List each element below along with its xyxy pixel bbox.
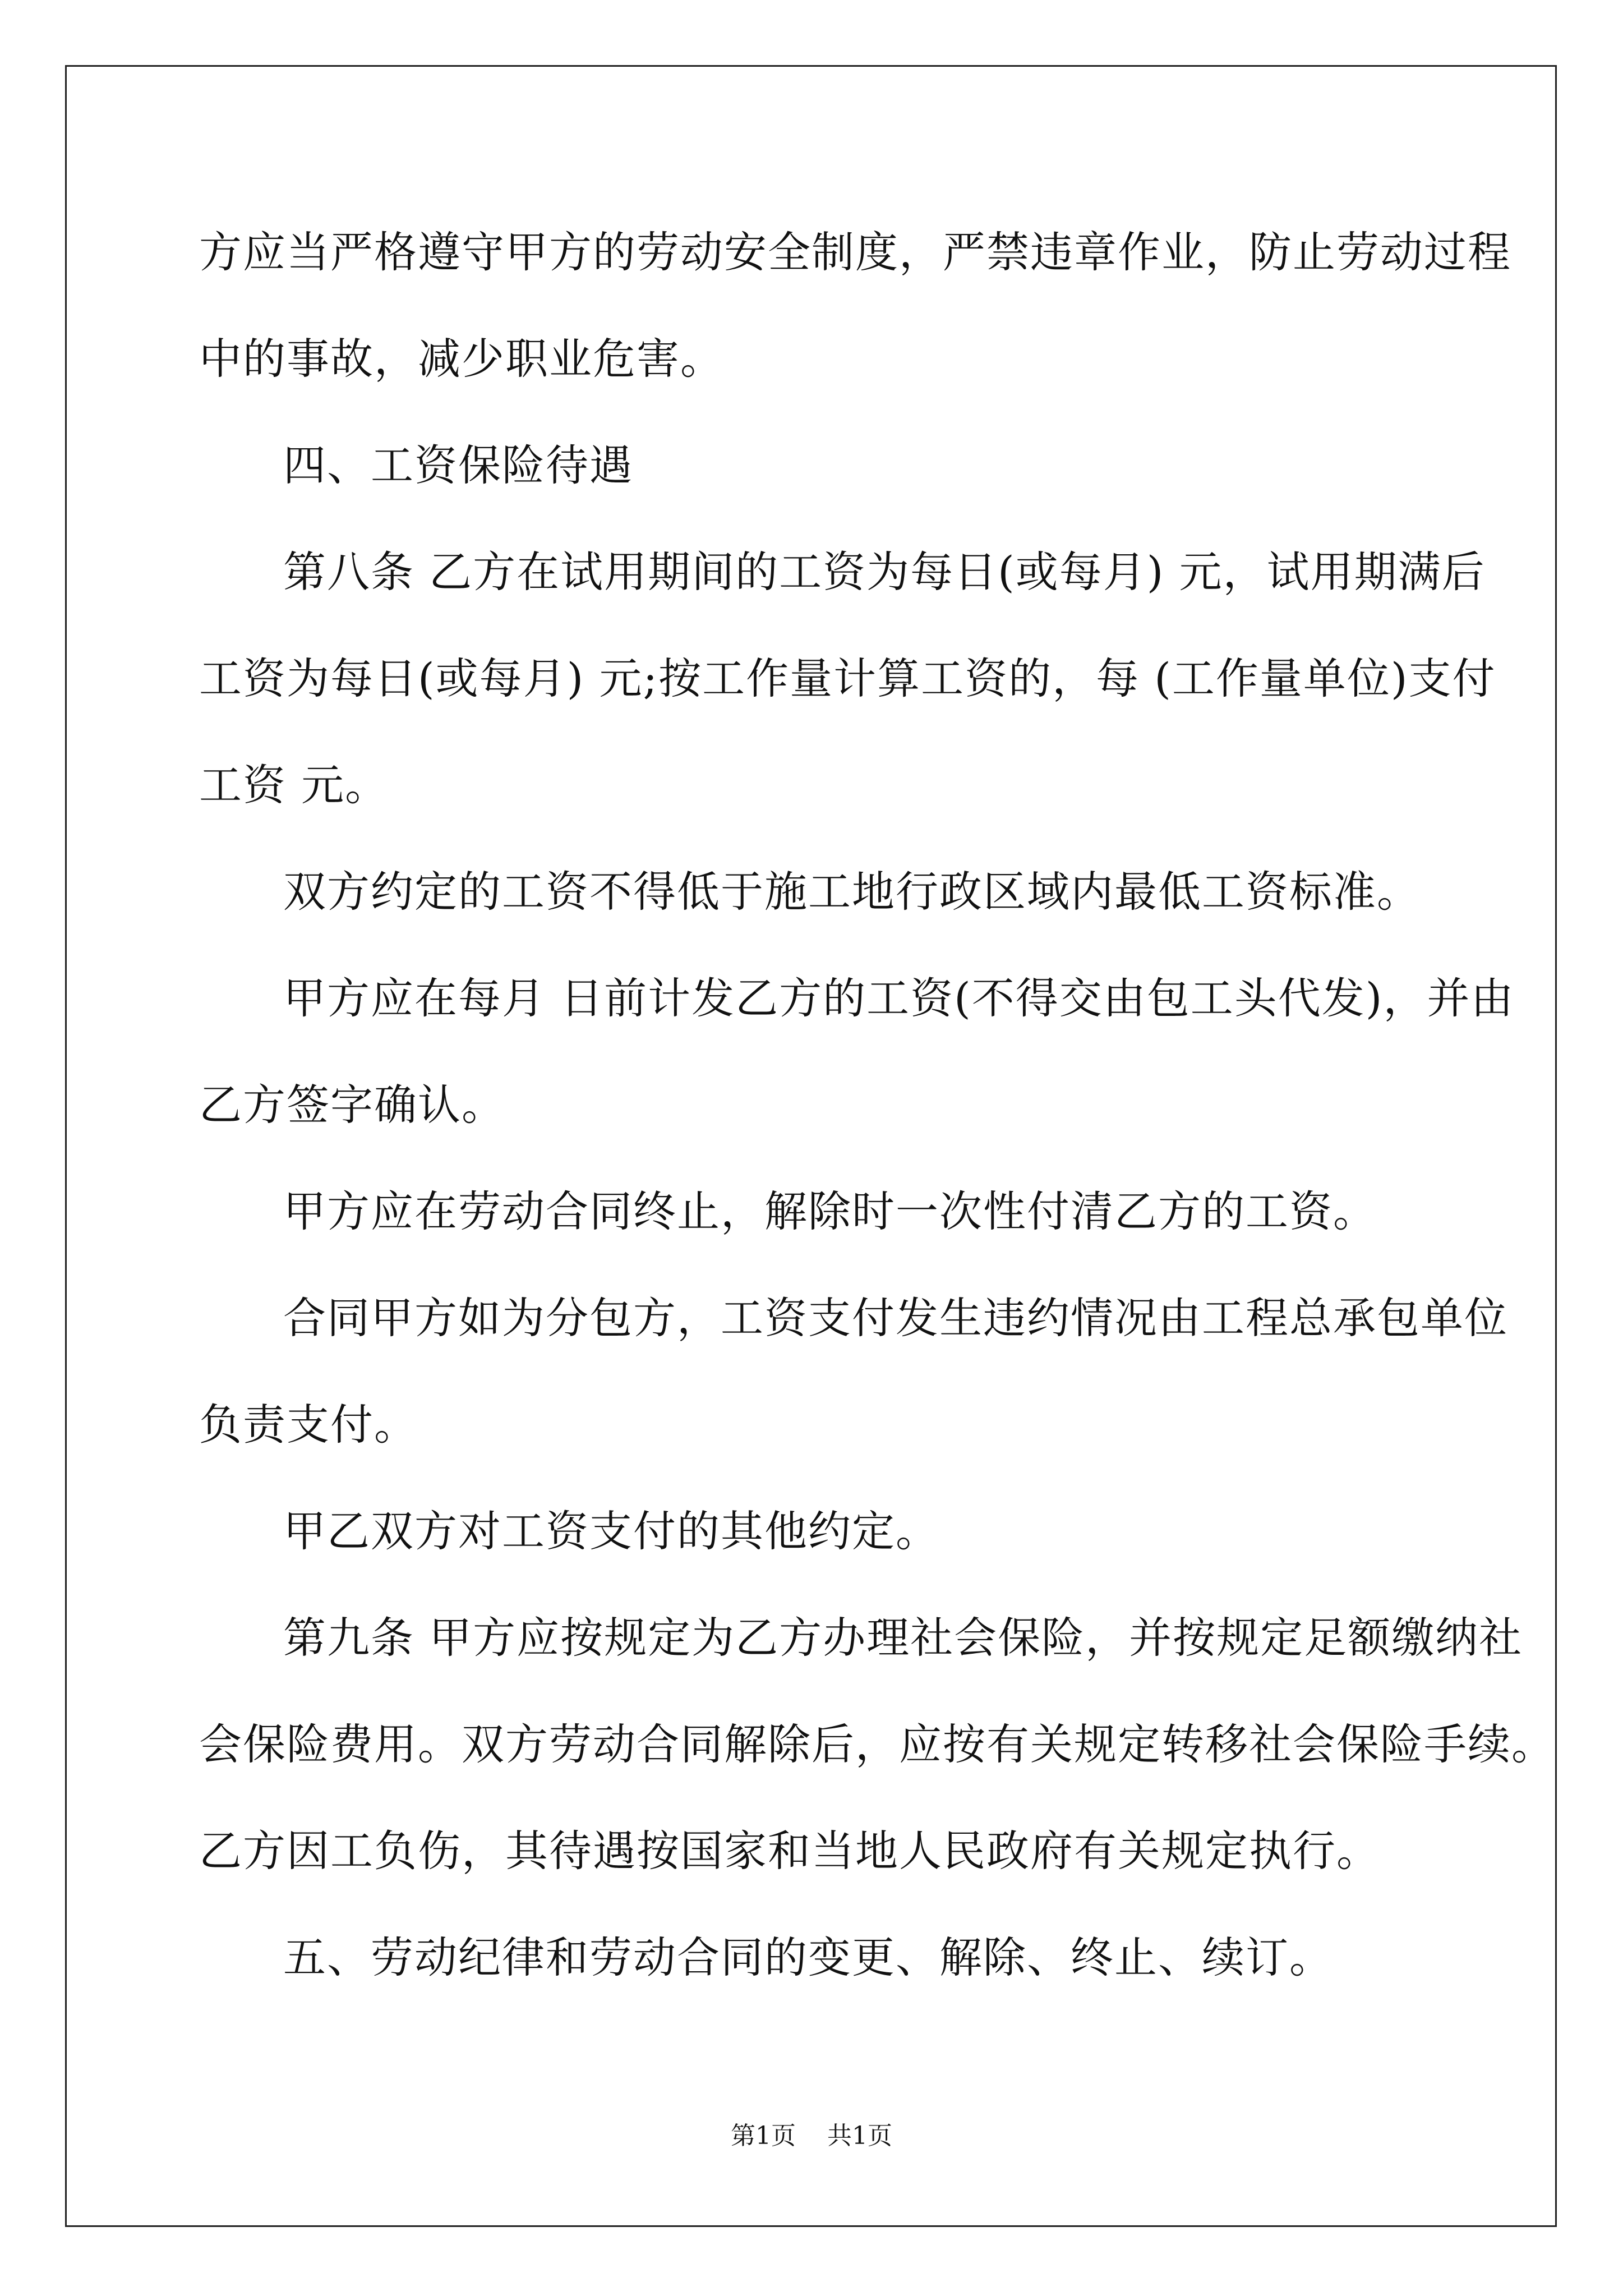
text-line: 负责支付。 — [199, 1400, 418, 1450]
page-frame — [65, 65, 1557, 2227]
section-heading: 四、工资保险待遇 — [283, 440, 633, 490]
text-line: 第八条 乙方在试用期间的工资为每日(或每月) 元，试用期满后 — [283, 547, 1486, 597]
text-line: 工资为每日(或每月) 元;按工作量计算工资的，每 (工作量单位)支付 — [199, 654, 1496, 703]
text-line: 双方约定的工资不得低于施工地行政区域内最低工资标准。 — [283, 867, 1421, 917]
page-number: 第1页 — [731, 2122, 796, 2150]
page-total: 共1页 — [827, 2122, 892, 2150]
text-line: 方应当严格遵守甲方的劳动安全制度，严禁违章作业，防止劳动过程 — [199, 227, 1511, 277]
page-footer — [0, 2119, 1623, 2153]
text-line: 会保险费用。双方劳动合同解除后，应按有关规定转移社会保险手续。 — [199, 1719, 1555, 1769]
text-line: 合同甲方如为分包方，工资支付发生违约情况由工程总承包单位 — [283, 1293, 1508, 1343]
text-line: 乙方签字确认。 — [199, 1080, 505, 1130]
text-line: 乙方因工负伤，其待遇按国家和当地人民政府有关规定执行。 — [199, 1826, 1380, 1876]
text-line: 工资 元。 — [199, 760, 389, 810]
text-line: 甲方应在每月 日前计发乙方的工资(不得交由包工头代发)，并由 — [283, 973, 1515, 1023]
text-line: 中的事故，减少职业危害。 — [199, 334, 724, 384]
text-line: 第九条 甲方应按规定为乙方办理社会保险，并按规定足额缴纳社 — [283, 1613, 1523, 1663]
text-line: 甲乙双方对工资支付的其他约定。 — [283, 1506, 939, 1556]
text-line: 甲方应在劳动合同终止，解除时一次性付清乙方的工资。 — [283, 1186, 1377, 1236]
section-heading: 五、劳动纪律和劳动合同的变更、解除、终止、续订。 — [283, 1932, 1333, 1982]
